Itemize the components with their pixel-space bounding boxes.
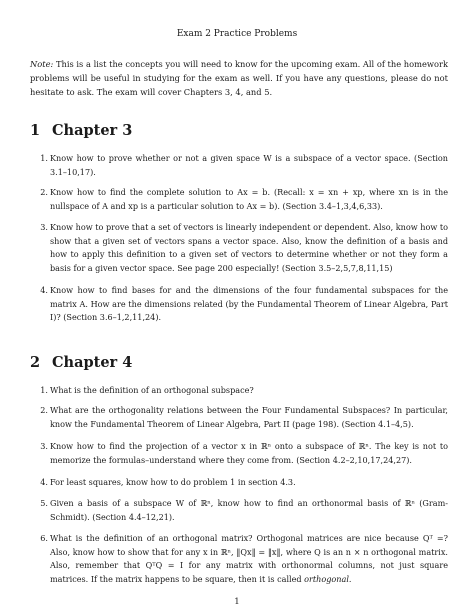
section-heading-chapter-3	[30, 122, 132, 139]
item-text: What is the definition of an orthogonal subspace?	[50, 385, 254, 395]
list-item	[30, 384, 448, 398]
item-number: 6.	[40, 533, 48, 543]
list-item	[30, 186, 448, 213]
item-text: Know how to prove whether or not a given space W is a subspace of a vector space. (Section 3.1–10,17).	[50, 153, 448, 177]
section-number: 1	[30, 122, 41, 139]
item-text: Know how to prove that a set of vectors is linearly independent or dependent. Also, know how to show that a given set of vectors spans a vector space. Also, know the definition of a basis and how to apply this definition to a given set of vectors to determine whether or not they form a basis for a given vector space. See page 200 especially! (Section 3.5–2,5,7,8,11,15)	[50, 222, 448, 273]
note-label: Note:	[30, 59, 54, 69]
item-number: 3.	[40, 441, 48, 451]
section-heading-chapter-4	[30, 354, 132, 371]
list-item	[30, 404, 448, 431]
section-title: Chapter 4	[52, 354, 133, 371]
list-item	[30, 440, 448, 467]
item-text	[50, 532, 448, 586]
note-text: This is a list the concepts you will need to know for the upcoming exam. All of the homework problems will be useful in studying for the exam as well. If you have any questions, please do not hesitate to ask. The exam will cover Chapters 3, 4, and 5.	[30, 59, 448, 97]
item-text: Know how to find the complete solution to Ax = b. (Recall: x = xn + xp, where xn is in the nullspace of A and xp is a particular solution to Ax = b). (Section 3.4–1,3,4,6,33).	[50, 187, 448, 211]
item-text-main: What is the definition of an orthogonal matrix? Orthogonal matrices are nice because Qᵀ =? Also, know how to show that for any x in ℝⁿ, ‖Qx‖ = ‖x‖, where Q is an n × n orthogonal matrix. Also, remember that QᵀQ = I for any matrix with orthonormal columns, not just square matrices. If the matrix happens to be square, then it is called	[50, 533, 448, 584]
item-text: Know how to find the projection of a vector x in ℝⁿ onto a subspace of ℝⁿ. The key is not to memorize the formulas–understand where they come from. (Section 4.2–2,10,17,24,27).	[50, 441, 448, 465]
item-number: 2.	[40, 405, 48, 415]
page-number: 1	[234, 597, 240, 607]
list-item	[30, 221, 448, 275]
item-number: 4.	[40, 477, 48, 487]
item-number: 5.	[40, 498, 48, 508]
item-number: 1.	[40, 153, 48, 163]
item-number: 2.	[40, 187, 48, 197]
list-item	[30, 532, 448, 586]
list-item	[30, 284, 448, 325]
item-number: 4.	[40, 285, 48, 295]
item-text: Know how to find bases for and the dimensions of the four fundamental subspaces for the matrix A. How are the dimensions related (by the Fundamental Theorem of Linear Algebra, Part I)? (Section 3.6–1,2,11,24).	[50, 285, 448, 322]
page-title: Exam 2 Practice Problems	[176, 29, 298, 39]
list-item	[30, 476, 448, 490]
item-text: Given a basis of a subspace W of ℝⁿ, know how to find an orthonormal basis of ℝⁿ (Gram-Schmidt). (Section 4.4–12,21).	[50, 498, 448, 522]
section-title: Chapter 3	[52, 122, 133, 139]
item-number: 3.	[40, 222, 48, 232]
item-number: 1.	[40, 385, 48, 395]
note-paragraph	[30, 57, 448, 99]
item-text-italic: orthogonal.	[304, 573, 352, 584]
item-text: For least squares, know how to do problem 1 in section 4.3.	[50, 477, 296, 487]
list-item	[30, 497, 448, 524]
item-text: What are the orthogonality relations between the Four Fundamental Subspaces? In particular, know the Fundamental Theorem of Linear Algebra, Part II (page 198). (Section 4.1–4,5).	[50, 405, 448, 429]
list-item	[30, 152, 448, 179]
section-number: 2	[30, 354, 41, 371]
